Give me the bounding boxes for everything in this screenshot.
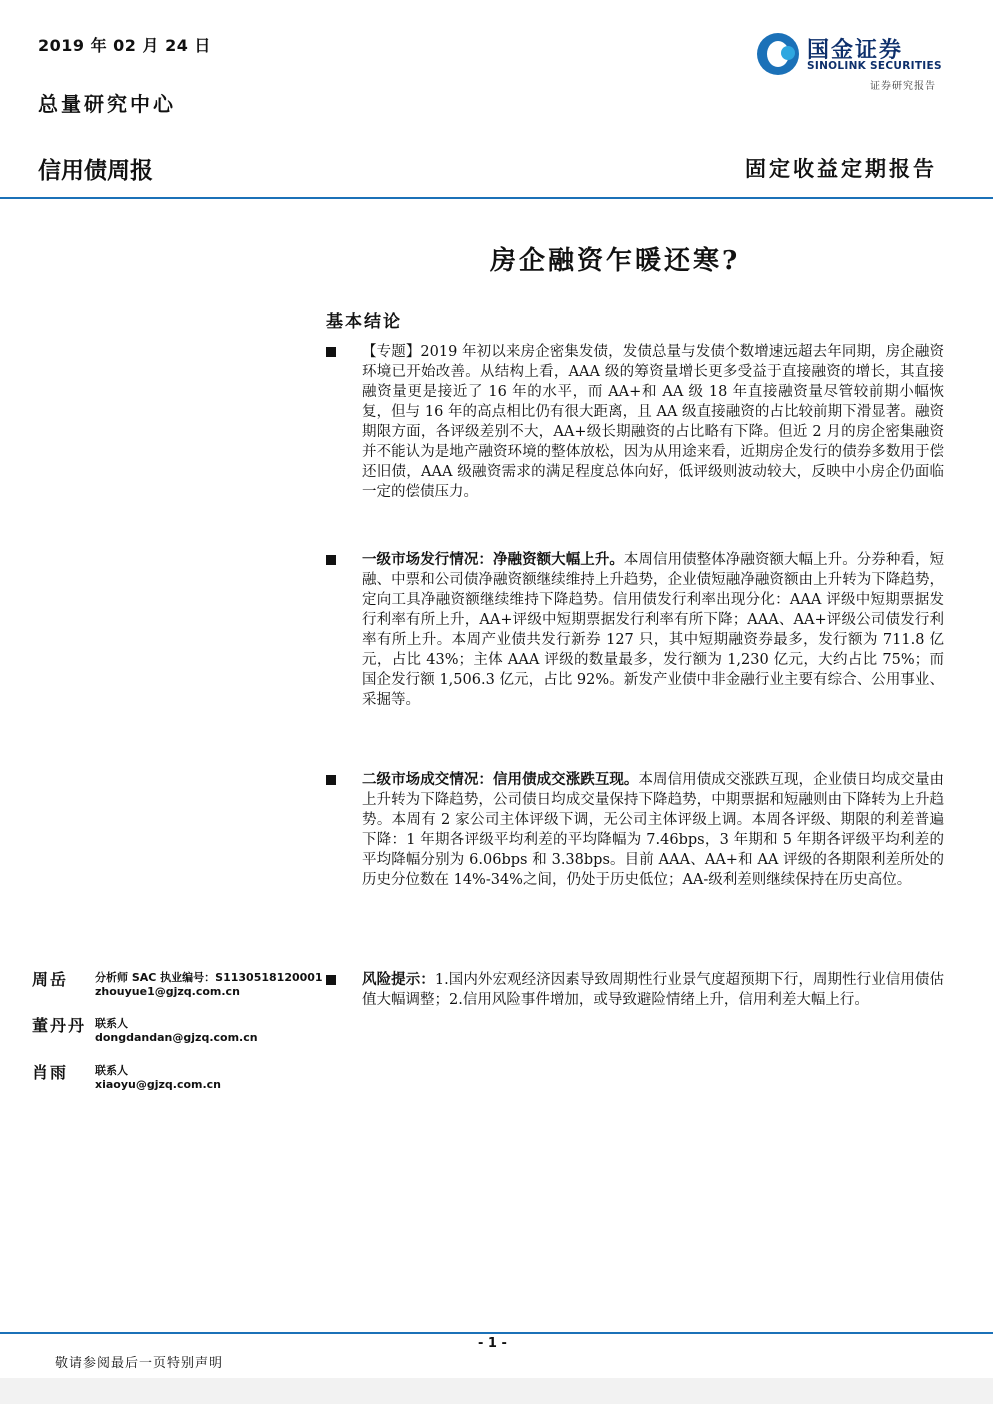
logo-english-name: SINOLINK SECURITIES	[807, 60, 942, 72]
bullet-lead: 风险提示：	[362, 971, 435, 988]
header-divider	[0, 197, 993, 199]
bullet-square-icon	[326, 347, 336, 357]
department-name: 总量研究中心	[38, 92, 176, 116]
analyst-email[interactable]: zhouyue1@gjzq.com.cn	[95, 985, 240, 998]
analyst-role: 联系人	[95, 1017, 128, 1030]
bullet-square-icon	[326, 555, 336, 565]
logo-subtitle: 证券研究报告	[870, 81, 936, 92]
analyst-name: 董丹丹	[32, 1016, 87, 1035]
bullet-text: 1.国内外宏观经济因素导致周期性行业景气度超预期下行，周期性行业信用债估值大幅调整；2.信用风险事件增加，或导致避险情绪上升，信用利差大幅上行。	[362, 972, 944, 1008]
bullet-square-icon	[326, 775, 336, 785]
bullet-text: 【专题】2019 年初以来房企密集发债，发债总量与发债个数增速远超去年同期，房企融资环境已开始改善。从结构上看，AAA 级的筹资量增长更多受益于直接融资的增长，其直接融资量更是接近了 16 年的水平，而 AA+和 AA 级 18 年直接融资量尽管较前期小幅恢复，但与 16 年的高点相比仍有很大距离，且 AA 级直接融资的占比较前期下滑显著。融资期限方面，各评级差别不大，AA+级长期融资的占比略有下降。但近 2 月的房企密集融资并不能认为是地产融资环境的整体放松，因为从用途来看，近期房企发行的债券多数用于偿还旧债，AAA 级融资需求的满足程度总体向好，低评级则波动较大，反映中小房企仍面临一定的偿债压力。	[362, 344, 944, 500]
logo-dot-icon	[781, 46, 795, 60]
report-series-title: 信用债周报	[38, 158, 153, 184]
bullet-text: 本周信用债成交涨跌互现，企业债日均成交量由上升转为下降趋势，公司债日均成交量保持下降趋势，中期票据和短融则由下降转为上升趋势。本周有 2 家公司主体评级下调，无公司主体评级上调。本周各评级、期限的利差普遍下降：1 年期各评级平均利差的平均降幅为 7.46bps，3 年期和 5 年期各评级平均利差的平均降幅分别为 6.06bps 和 3.38bps。目前 AAA、AA+和 AA 评级的各期限利差所处的历史分位数在 14%-34%之间，仍处于历史低位；AA-级利差则继续保持在历史高位。	[362, 772, 945, 888]
bullet-square-icon	[326, 975, 336, 985]
report-date: 2019 年 02 月 24 日	[38, 36, 211, 55]
bullet-text: 本周信用债整体净融资额大幅上升。分券种看，短融、中票和公司债净融资额继续维持上升趋势，企业债短融净融资额由上升转为下降趋势，定向工具净融资额继续维持下降趋势。信用债发行利率出现分化：AAA 评级中短期票据发行利率有所上升，AA+评级中短期票据发行利率有所下降；AAA、AA+评级公司债发行利率有所上升。本周产业债共发行新券 127 只，其中短期融资券最多，发行额为 711.8 亿元，占比 43%；主体 AAA 评级的数量最多，发行额为 1,230 亿元，大约占比 75%；而国企发行额 1,506.3 亿元，占比 92%。新发产业债中非金融行业主要有综合、公用事业、采掘等。	[362, 552, 944, 708]
article-title: 房企融资乍暖还寒?	[490, 246, 741, 276]
company-logo	[757, 33, 947, 77]
analyst-role: 联系人	[95, 1064, 128, 1077]
analyst-email[interactable]: dongdandan@gjzq.com.cn	[95, 1031, 258, 1044]
bullet-lead: 一级市场发行情况：净融资额大幅上升。	[362, 551, 624, 568]
analyst-role: 分析师 SAC 执业编号：S1130518120001	[95, 971, 323, 984]
section-title: 基本结论	[326, 312, 402, 332]
bullet-lead: 二级市场成交情况：信用债成交涨跌互现。	[362, 771, 639, 788]
footer-disclaimer: 敬请参阅最后一页特别声明	[55, 1356, 224, 1371]
report-type: 固定收益定期报告	[745, 156, 937, 181]
bullet-paragraph	[326, 770, 944, 890]
analyst-name: 周岳	[32, 970, 69, 989]
bullet-paragraph	[326, 970, 944, 1010]
analyst-name: 肖雨	[32, 1063, 69, 1082]
footer-band	[0, 1378, 993, 1404]
bullet-paragraph	[326, 342, 944, 502]
logo-chinese-name: 国金证券	[807, 38, 904, 63]
bullet-paragraph	[326, 550, 944, 710]
analyst-email[interactable]: xiaoyu@gjzq.com.cn	[95, 1078, 222, 1091]
footer-divider	[0, 1332, 993, 1334]
page-number: - 1 -	[478, 1336, 507, 1351]
